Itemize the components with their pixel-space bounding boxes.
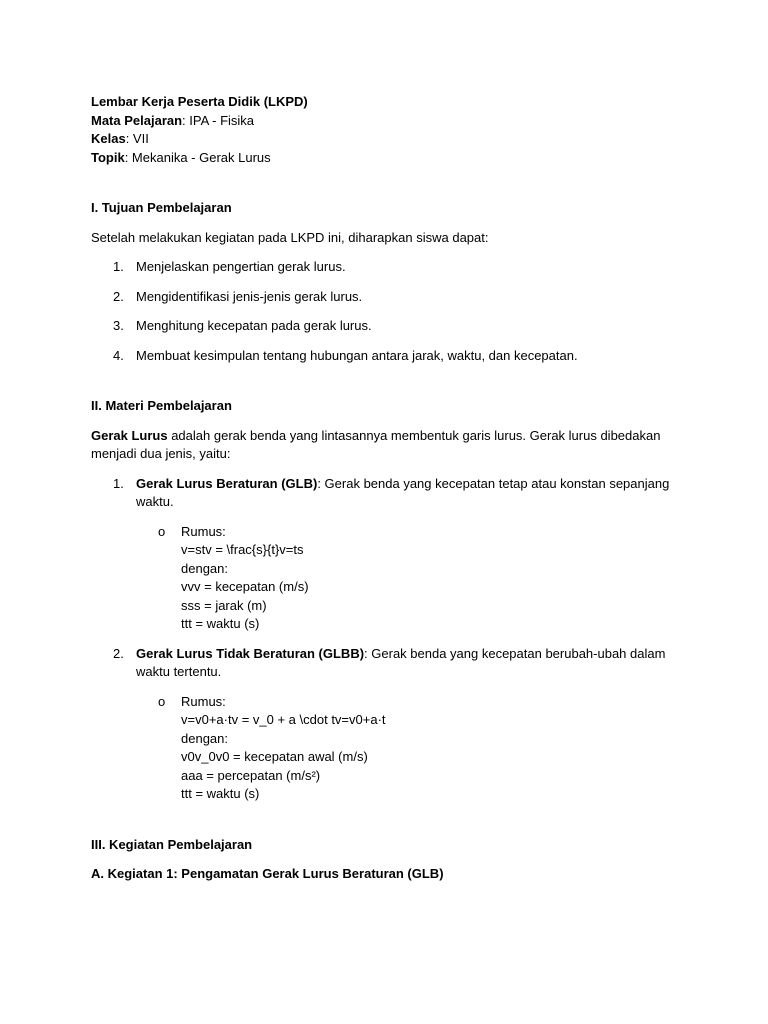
class-value: : VII [125, 131, 149, 146]
motion-types-list [91, 475, 691, 512]
subject-label: Mata Pelajaran [91, 112, 183, 128]
section-1-intro: Setelah melakukan kegiatan pada LKPD ini, diharapkan siswa dapat: [91, 229, 489, 245]
section-2-intro: Gerak Lurus adalah gerak benda yang lintasannya membentuk garis lurus. Gerak lurus dibedakan menjadi dua jenis, yaitu: [91, 427, 661, 461]
subject-value: : IPA - Fisika [182, 112, 255, 128]
topic-line [91, 149, 691, 168]
bullet-icon: o [158, 693, 166, 709]
class-label: Kelas [91, 131, 126, 146]
class-line [91, 130, 691, 149]
topic-value: : Mekanika - Gerak Lurus [124, 149, 271, 165]
topic-label: Topik [91, 149, 125, 165]
activity-a-title: A. Kegiatan 1: Pengamatan Gerak Lurus Beraturan (GLB) [91, 866, 444, 881]
motion-types-list-cont [91, 645, 691, 682]
section-1-title: I. Tujuan Pembelajaran [91, 200, 232, 215]
list-item-glb: 1. Gerak Lurus Beraturan (GLB): Gerak benda yang kecepatan tetap atau konstan sepanjang waktu. [113, 475, 670, 509]
document-title: Lembar Kerja Peserta Didik (LKPD) [91, 94, 308, 109]
section-3-title: III. Kegiatan Pembelajaran [91, 836, 253, 852]
list-item: 3. Menghitung kecepatan pada gerak lurus. [113, 318, 372, 333]
list-item-glbb: 2. Gerak Lurus Tidak Beraturan (GLBB): Gerak benda yang kecepatan berubah-ubah dalam waktu tertentu. [113, 645, 666, 679]
list-item: 4. Membuat kesimpulan tentang hubungan antara jarak, waktu, dan kecepatan. [113, 347, 578, 363]
list-item: 2. Mengidentifikasi jenis-jenis gerak lurus. [113, 288, 363, 304]
objectives-list [91, 258, 691, 365]
list-item: 1. Menjelaskan pengertian gerak lurus. [113, 259, 346, 274]
header-block [91, 93, 691, 167]
section-2-title: II. Materi Pembelajaran [91, 398, 232, 413]
bullet-icon: o [158, 523, 166, 539]
glbb-formula-block: o Rumus: v=v0+a·tv = v_0 + a \cdot tv=v0+a·t dengan: v0v_0v0 = kecepatan awal (m/s) aaa = percepatan (m/s²) ttt = waktu (s) [158, 693, 386, 801]
subject-line [91, 112, 691, 131]
glb-formula-block: o Rumus: v=stv = \frac{s}{t}v=ts dengan: vvv = kecepatan (m/s) sss = jarak (m) ttt = waktu (s) [158, 523, 309, 631]
document-content [91, 93, 691, 884]
